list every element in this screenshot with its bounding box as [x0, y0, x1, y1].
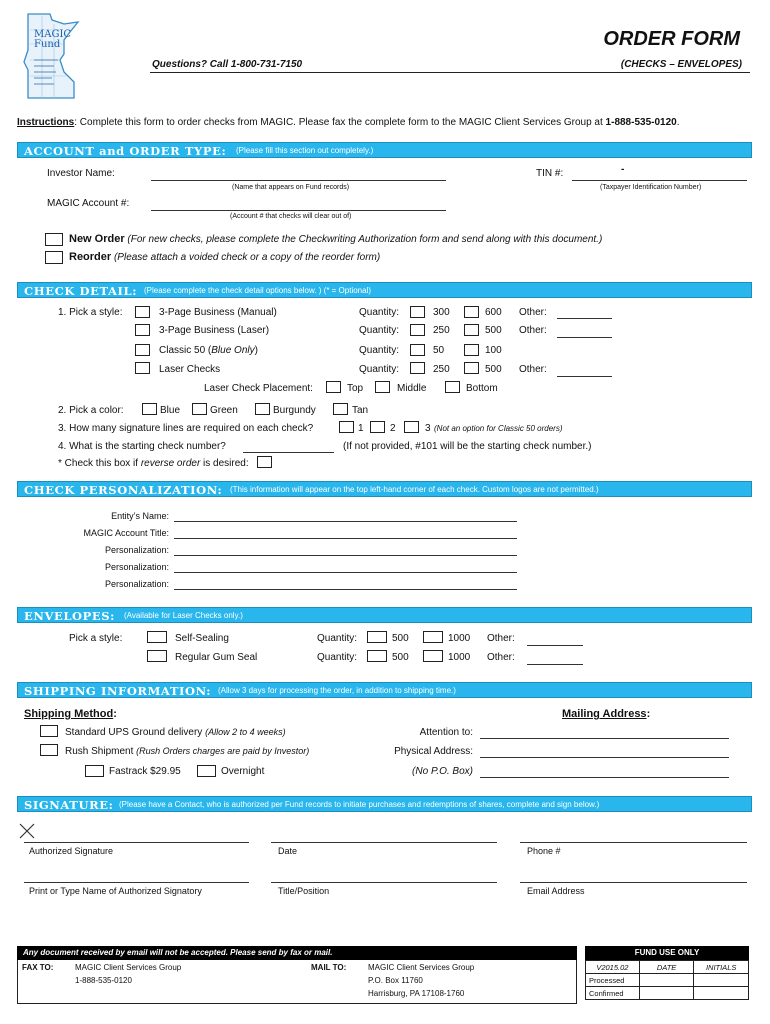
qty-value: 100: [485, 345, 502, 356]
fastrack-label: Fastrack $29.95: [109, 766, 181, 777]
qty-value: 500: [485, 325, 502, 336]
personalization-input[interactable]: [174, 572, 517, 573]
confirmed-cell: Confirmed: [586, 987, 640, 1000]
mail-line-3: Harrisburg, PA 17108-1760: [368, 989, 465, 998]
physical-address-input-2[interactable]: [480, 777, 729, 778]
section-signature: SIGNATURE: (Please have a Contact, who is authorized per Fund records to initiate purchases and redemptions of shares, complete and sign below.): [17, 796, 752, 812]
color-option: Green: [210, 405, 238, 416]
section-personalization: CHECK PERSONALIZATION: (This information will appear on the top left-hand corner of each check. Custom logos are not permitted.): [17, 481, 752, 497]
overnight-checkbox[interactable]: [197, 765, 216, 777]
entity-name-label: Entity’s Name:: [111, 511, 169, 521]
sign-here-x-icon: [19, 823, 35, 839]
qty-checkbox[interactable]: [464, 324, 479, 336]
reorder-text: Reorder (Please attach a voided check or a copy of the reorder form): [69, 251, 381, 263]
date-label: Date: [278, 846, 298, 856]
placement-bottom-checkbox[interactable]: [445, 381, 460, 393]
logo: [20, 10, 82, 102]
phone-input[interactable]: [520, 842, 747, 843]
sig-note: (Not an option for Classic 50 orders): [434, 424, 563, 433]
tin-hint: (Taxpayer Identification Number): [600, 184, 702, 191]
section-account: ACCOUNT and ORDER TYPE: (Please fill this section out completely.): [17, 142, 752, 158]
date-header-cell: DATE: [639, 961, 694, 974]
quantity-label: Quantity:: [359, 345, 400, 356]
title-input[interactable]: [271, 882, 497, 883]
qty-checkbox[interactable]: [410, 306, 425, 318]
color-option: Blue: [160, 405, 181, 416]
magic-account-label: MAGIC Account #:: [47, 198, 130, 209]
other-label: Other:: [487, 633, 515, 644]
mail-to-label: MAIL TO:: [311, 963, 347, 972]
other-label: Other:: [519, 325, 547, 336]
placement-top-checkbox[interactable]: [326, 381, 341, 393]
envelope-style-label: Pick a style:: [69, 633, 123, 644]
phone-line: Questions? Call 1-800-731-7150: [152, 59, 303, 70]
quantity-label: Quantity:: [359, 325, 400, 336]
print-name-input[interactable]: [24, 882, 249, 883]
envelope-gum-seal-checkbox[interactable]: [147, 650, 167, 662]
quantity-label: Quantity:: [359, 307, 400, 318]
placement-option: Bottom: [466, 383, 498, 394]
logo-text: MAGIC Fund: [34, 29, 72, 50]
tin-input[interactable]: [572, 180, 747, 181]
quantity-label: Quantity:: [317, 652, 358, 663]
ups-ground-checkbox[interactable]: [40, 725, 58, 737]
investor-input[interactable]: [151, 180, 446, 181]
sig-option: 1: [358, 423, 364, 434]
fax-name: MAGIC Client Services Group: [75, 963, 182, 972]
other-label: Other:: [519, 307, 547, 318]
initials-header-cell: INITIALS: [694, 961, 749, 974]
qty-checkbox[interactable]: [410, 344, 425, 356]
qty-checkbox[interactable]: [410, 324, 425, 336]
processed-date-cell[interactable]: [639, 974, 694, 987]
start-number-input[interactable]: [243, 452, 334, 453]
sig-1-checkbox[interactable]: [339, 421, 354, 433]
qty-checkbox[interactable]: [423, 631, 443, 643]
qty-value: 500: [485, 364, 502, 375]
tin-dash: -: [621, 164, 625, 175]
email-label: Email Address: [527, 886, 585, 896]
envelope-style: Self-Sealing: [175, 633, 229, 644]
processed-cell: Processed: [586, 974, 640, 987]
phone-label: Phone #: [527, 846, 561, 856]
personalization-label: Personalization:: [104, 579, 169, 589]
pick-color-label: 2. Pick a color:: [58, 405, 124, 416]
color-option: Tan: [352, 405, 369, 416]
reverse-order-label: * Check this box if reverse order is desired:: [58, 458, 249, 469]
attention-label: Attention to:: [419, 727, 473, 738]
envelope-self-sealing-checkbox[interactable]: [147, 631, 167, 643]
style-checkbox[interactable]: [135, 306, 150, 318]
account-title-label: MAGIC Account Title:: [83, 528, 169, 538]
header-rule: [150, 72, 750, 73]
email-input[interactable]: [520, 882, 747, 883]
qty-checkbox[interactable]: [464, 344, 479, 356]
personalization-label: Personalization:: [104, 545, 169, 555]
rush-shipment-label: Rush Shipment (Rush Orders charges are paid by Investor): [65, 746, 310, 757]
qty-value: 50: [433, 345, 445, 356]
physical-address-label: Physical Address:: [394, 746, 473, 757]
qty-value: 1000: [448, 633, 471, 644]
other-label: Other:: [519, 364, 547, 375]
quantity-label: Quantity:: [317, 633, 358, 644]
reorder-checkbox[interactable]: [45, 251, 63, 264]
color-green-checkbox[interactable]: [192, 403, 207, 415]
fund-use-table: [585, 960, 749, 1000]
qty-checkbox[interactable]: [367, 631, 387, 643]
authorized-signature-label: Authorized Signature: [29, 846, 114, 856]
envelope-style: Regular Gum Seal: [175, 652, 258, 663]
qty-checkbox[interactable]: [423, 650, 443, 662]
start-number-label: 4. What is the starting check number?: [58, 441, 226, 452]
qty-value: 500: [392, 652, 409, 663]
reverse-order-checkbox[interactable]: [257, 456, 272, 468]
sig-3-checkbox[interactable]: [404, 421, 419, 433]
print-name-label: Print or Type Name of Authorized Signatory: [29, 886, 202, 896]
qty-value: 250: [433, 325, 450, 336]
style-checkbox[interactable]: [135, 362, 150, 374]
entity-name-input[interactable]: [174, 521, 517, 522]
sig-option: 2: [390, 423, 396, 434]
shipping-method-label: Shipping Method:: [24, 708, 117, 720]
start-number-note: (If not provided, #101 will be the starting check number.): [343, 441, 592, 452]
personalization-input[interactable]: [174, 555, 517, 556]
magic-account-input[interactable]: [151, 210, 446, 211]
sig-lines-label: 3. How many signature lines are required on each check?: [58, 423, 314, 434]
qty-value: 300: [433, 307, 450, 318]
qty-checkbox[interactable]: [367, 650, 387, 662]
style-checkbox[interactable]: [135, 324, 150, 336]
other-input[interactable]: [557, 318, 612, 319]
sig-option: 3: [425, 423, 431, 434]
rush-shipment-checkbox[interactable]: [40, 744, 58, 756]
no-po-box-note: (No P.O. Box): [412, 766, 473, 777]
qty-value: 250: [433, 364, 450, 375]
new-order-checkbox[interactable]: [45, 233, 63, 246]
quantity-label: Quantity:: [359, 364, 400, 375]
overnight-label: Overnight: [221, 766, 265, 777]
qty-value: 600: [485, 307, 502, 318]
style-label: Laser Checks: [159, 364, 221, 375]
section-shipping: SHIPPING INFORMATION: (Allow 3 days for processing the order, in addition to shipping time.): [17, 682, 752, 698]
qty-checkbox[interactable]: [464, 362, 479, 374]
qty-checkbox[interactable]: [410, 362, 425, 374]
fund-use-header: FUND USE ONLY: [585, 946, 749, 960]
fastrack-checkbox[interactable]: [85, 765, 104, 777]
section-check-detail: CHECK DETAIL: (Please complete the check detail options below. ) (* = Optional): [17, 282, 752, 298]
new-order-text: New Order (For new checks, please complete the Checkwriting Authorization form and send along with this document.): [69, 233, 603, 245]
placement-label: Laser Check Placement:: [204, 383, 313, 394]
physical-address-input[interactable]: [480, 757, 729, 758]
placement-option: Top: [347, 383, 364, 394]
color-option: Burgundy: [273, 405, 316, 416]
other-input[interactable]: [527, 664, 583, 665]
color-burgundy-checkbox[interactable]: [255, 403, 270, 415]
other-input[interactable]: [527, 645, 583, 646]
footer-notice-bar: Any document received by email will not be accepted. Please send by fax or mail.: [17, 946, 577, 960]
qty-checkbox[interactable]: [464, 306, 479, 318]
minnesota-map-icon: [20, 10, 82, 102]
account-title-input[interactable]: [174, 538, 517, 539]
style-label: 3-Page Business (Manual): [159, 307, 277, 318]
processed-initials-cell[interactable]: [694, 974, 749, 987]
date-input[interactable]: [271, 842, 497, 843]
other-label: Other:: [487, 652, 515, 663]
attention-input[interactable]: [480, 738, 729, 739]
tin-label: TIN #:: [536, 168, 564, 179]
ups-ground-label: Standard UPS Ground delivery (Allow 2 to 4 weeks): [65, 727, 286, 738]
magic-account-hint: (Account # that checks will clear out of): [230, 213, 352, 220]
confirmed-date-cell[interactable]: [639, 987, 694, 1000]
placement-option: Middle: [397, 383, 427, 394]
color-tan-checkbox[interactable]: [333, 403, 348, 415]
personalization-input[interactable]: [174, 589, 517, 590]
investor-label: Investor Name:: [47, 168, 115, 179]
subtitle: (CHECKS – ENVELOPES): [620, 59, 742, 70]
qty-value: 1000: [448, 652, 471, 663]
instructions: Instructions: Complete this form to order checks from MAGIC. Please fax the complete form to the MAGIC Client Services Group at 1-888-535-0120.: [17, 117, 680, 128]
investor-hint: (Name that appears on Fund records): [232, 184, 350, 191]
personalization-label: Personalization:: [104, 562, 169, 572]
style-label: Classic 50 (Blue Only): [159, 345, 258, 356]
mail-line-2: P.O. Box 11760: [368, 976, 423, 985]
pick-style-label: 1. Pick a style:: [58, 307, 123, 318]
color-blue-checkbox[interactable]: [142, 403, 157, 415]
authorized-signature-input[interactable]: [24, 842, 249, 843]
version-cell: V2015.02: [586, 961, 640, 974]
confirmed-initials-cell[interactable]: [694, 987, 749, 1000]
sig-2-checkbox[interactable]: [370, 421, 385, 433]
mail-line-1: MAGIC Client Services Group: [368, 963, 475, 972]
fax-to-label: FAX TO:: [22, 963, 54, 972]
other-input[interactable]: [557, 337, 612, 338]
fax-number: 1-888-535-0120: [75, 976, 132, 985]
mailing-address-label: Mailing Address:: [562, 708, 651, 720]
section-envelopes: ENVELOPES: (Available for Laser Checks only.): [17, 607, 752, 623]
qty-value: 500: [392, 633, 409, 644]
other-input[interactable]: [557, 376, 612, 377]
style-label: 3-Page Business (Laser): [159, 325, 270, 336]
page-title: ORDER FORM: [603, 28, 740, 50]
title-label: Title/Position: [278, 886, 330, 896]
style-checkbox[interactable]: [135, 344, 150, 356]
placement-middle-checkbox[interactable]: [375, 381, 390, 393]
